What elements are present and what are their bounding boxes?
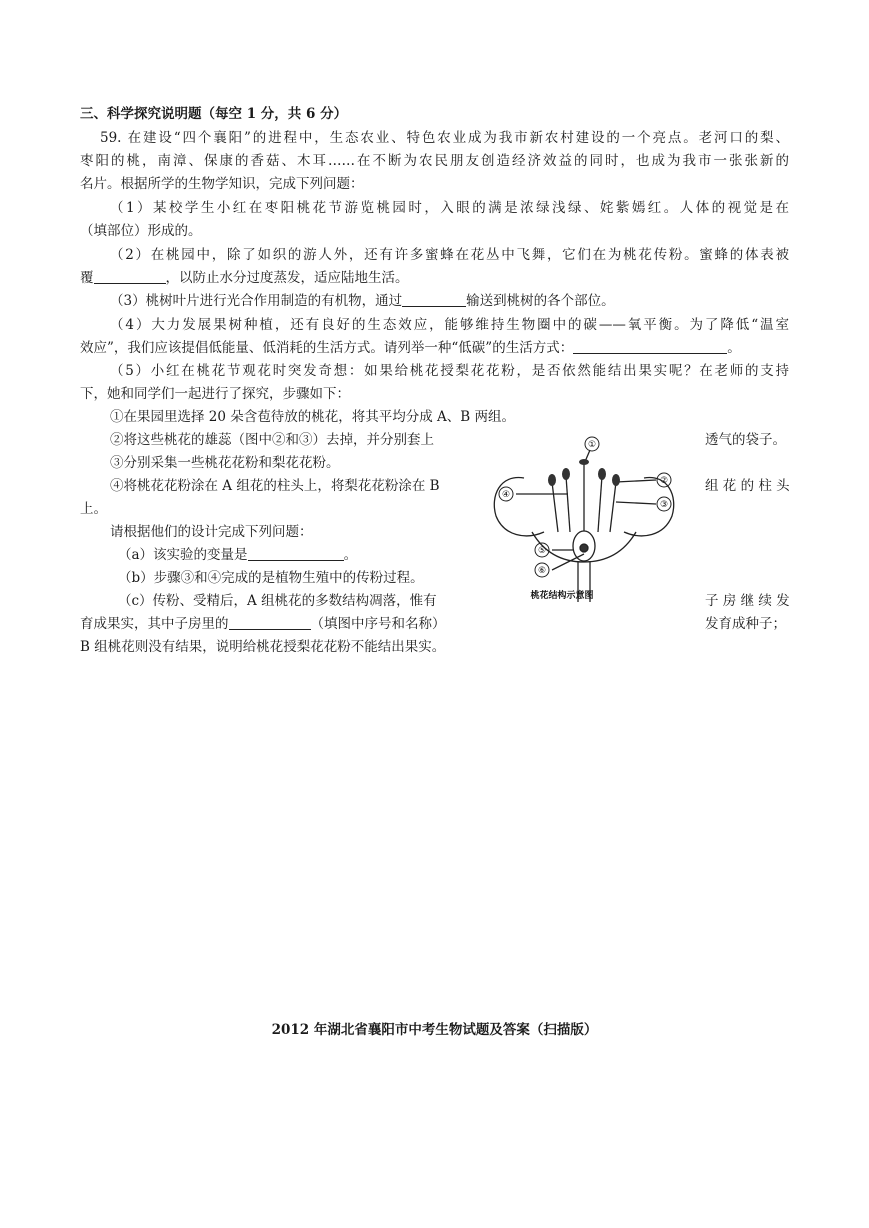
- part4-line2: [80, 338, 741, 358]
- answer-blank-covering[interactable]: [94, 269, 166, 284]
- step-3: ③分别采集一些桃花花粉和梨花花粉。: [110, 455, 340, 471]
- ovule: [580, 544, 588, 552]
- peach-flower-diagram: [486, 436, 682, 604]
- part1-line1: （1）某校学生小红在枣阳桃花节游览桃园时，入眼的满是浓绿浅绿、姹紫嫣红。人体的视觉是在: [110, 200, 789, 216]
- q59-intro-line3: 名片。根据所学的生物学知识，完成下列问题：: [80, 176, 364, 192]
- part4-line1: （4）大力发展果树种植，还有良好的生态效应，能够维持生物圈中的碳——氧平衡。为了降低“温室: [110, 317, 789, 333]
- part4-text-b: 。: [727, 340, 741, 356]
- question-a-text: （a）该实验的变量是: [118, 547, 248, 563]
- part4-text-a: 效应”，我们应该提倡低能量、低消耗的生活方式。请列举一种“低碳”的生活方式：: [80, 340, 574, 356]
- question-a-end: 。: [343, 547, 358, 563]
- label-5: ⑤: [537, 546, 547, 556]
- question-c-line2: [80, 614, 446, 634]
- label-6: ⑥: [537, 566, 547, 576]
- q59-intro-line2: 枣阳的桃，南漳、保康的香菇、木耳……在不断为农民朋友创造经济效益的同时，也成为我市一张张新的: [80, 153, 789, 169]
- question-a: [118, 545, 357, 565]
- step-1: ①在果园里选择 20 朵含苞待放的桃花，将其平均分成 A、B 两组。: [110, 409, 516, 425]
- instruction: 请根据他们的设计完成下列问题：: [110, 524, 313, 540]
- part3-text-b: 输送到桃树的各个部位。: [466, 293, 615, 309]
- left-petal: [494, 478, 544, 536]
- part2-line1: （2）在桃园中，除了如织的游人外，还有许多蜜蜂在花丛中飞舞，它们在为桃花传粉。蜜蜂的体表被: [110, 247, 789, 263]
- label-3: ③: [659, 500, 669, 510]
- question-c-line2-end: 发育成种子；: [705, 616, 786, 632]
- step-4-text-b: 组 花 的 柱 头: [705, 478, 790, 494]
- part1-line2: （填部位）形成的。: [80, 223, 202, 239]
- part5-line1: （5）小红在桃花节观花时突发奇想：如果给桃花授梨花花粉，是否依然能结出果实呢？在老师的支持: [110, 363, 789, 379]
- answer-blank-transport[interactable]: [402, 292, 466, 307]
- part5-line2: 下，她和同学们一起进行了探究，步骤如下：: [80, 386, 350, 402]
- document-title: 2012 年湖北省襄阳市中考生物试题及答案（扫描版）: [271, 1022, 598, 1038]
- leader-3: [616, 502, 656, 504]
- answer-blank-ovule[interactable]: [229, 615, 311, 630]
- section-heading: 三、科学探究说明题（每空 1 分，共 6 分）: [80, 106, 348, 122]
- question-c-text-a: 育成果实，其中子房里的: [80, 616, 229, 632]
- step-2-text-a: ②将这些桃花的雄蕊（图中②和③）去掉，并分别套上: [110, 432, 434, 448]
- label-1: ①: [587, 440, 597, 450]
- question-c-line1-a: （c）传粉、受精后，A 组桃花的多数结构凋落，惟有: [118, 593, 437, 609]
- question-c-line3: B 组桃花则没有结果，说明给桃花授梨花花粉不能结出果实。: [80, 639, 446, 655]
- part2-text-a: 覆: [80, 270, 94, 286]
- answer-blank-low-carbon[interactable]: [573, 339, 727, 354]
- leader-2: [616, 480, 656, 482]
- question-c-line1-b: 子 房 继 续 发: [705, 593, 790, 609]
- question-c-text-b: （填图中序号和名称）: [310, 616, 446, 632]
- answer-blank-variable[interactable]: [248, 546, 344, 561]
- part3-text-a: （3）桃树叶片进行光合作用制造的有机物，通过: [110, 293, 403, 309]
- step-4-text-a: ④将桃花花粉涂在 A 组花的柱头上，将梨花花粉涂在 B: [110, 478, 440, 494]
- part2-line2: [80, 268, 409, 288]
- question-b: （b）步骤③和④完成的是植物生殖中的传粉过程。: [118, 570, 424, 586]
- step-2-text-b: 透气的袋子。: [705, 432, 786, 448]
- figure-caption: 桃花结构示意图: [530, 591, 594, 601]
- part3-line: [110, 291, 615, 311]
- label-4: ④: [501, 490, 511, 500]
- part2-text-b: ，以防止水分过度蒸发，适应陆地生活。: [165, 270, 409, 286]
- peach-flower-svg: [486, 436, 682, 604]
- step-4-text-c: 上。: [80, 501, 107, 517]
- q59-intro-line1: 59. 在建设“四个襄阳”的进程中，生态农业、特色农业成为我市新农村建设的一个亮点。老河口的梨、: [100, 130, 789, 146]
- label-2: ②: [659, 476, 669, 486]
